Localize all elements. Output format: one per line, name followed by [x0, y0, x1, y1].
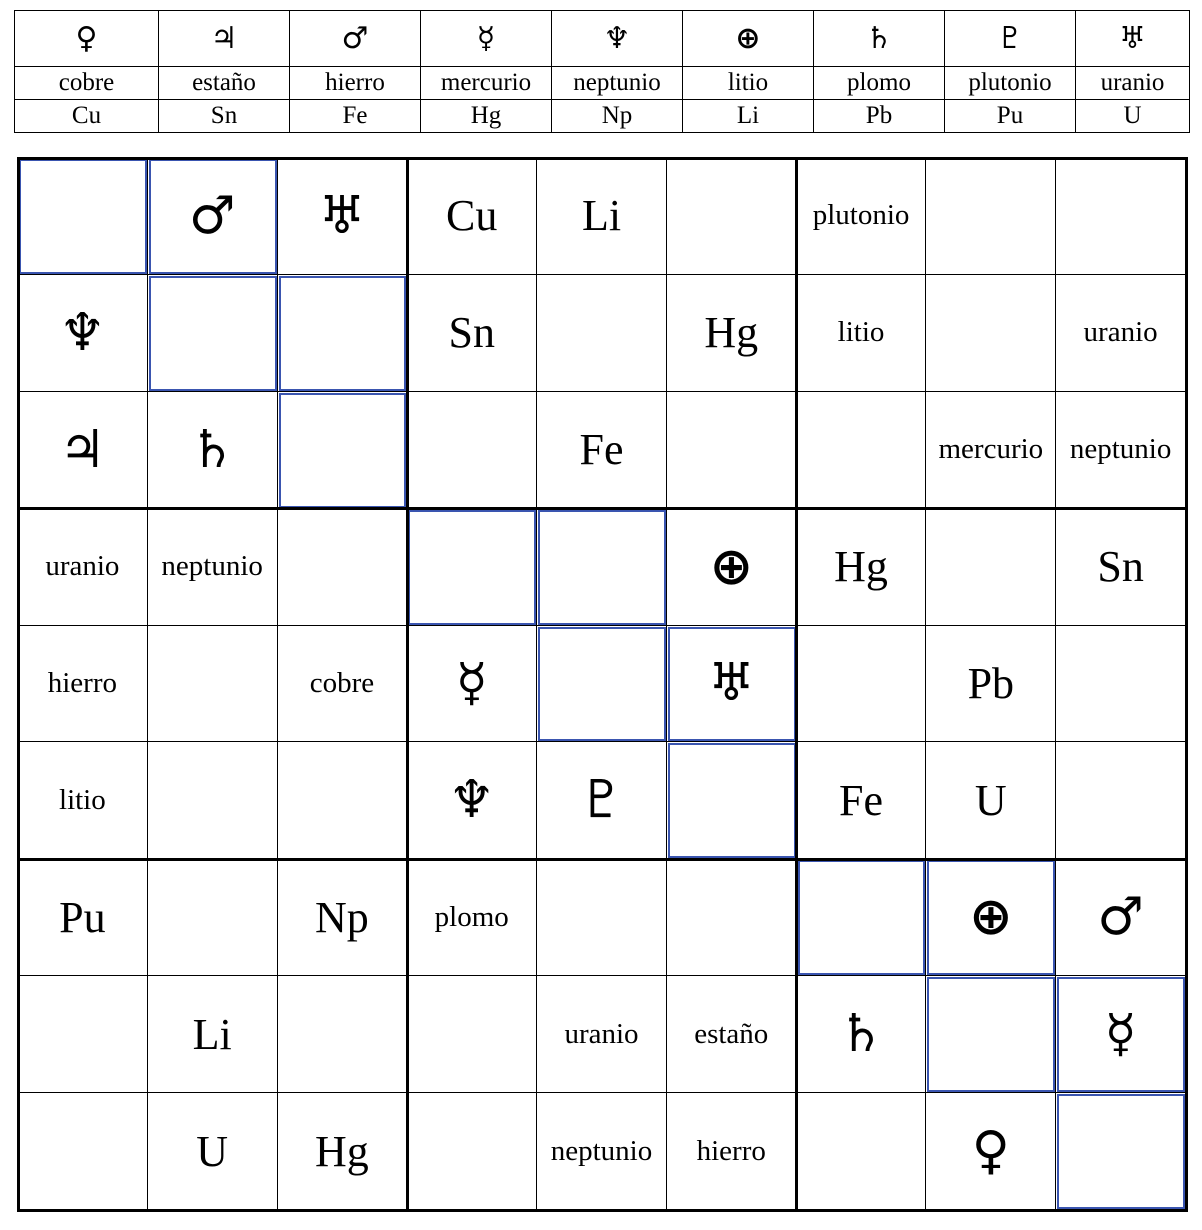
- sudoku-cell[interactable]: U: [148, 1093, 278, 1210]
- sudoku-cell[interactable]: Li: [148, 976, 278, 1093]
- sudoku-grid: [18, 158, 1186, 1210]
- sudoku-cell[interactable]: Cu: [407, 158, 537, 275]
- legend-element-code: Fe: [290, 100, 421, 133]
- sudoku-cell-empty[interactable]: [926, 976, 1056, 1093]
- legend-element-name: neptunio: [552, 67, 683, 100]
- venus-icon[interactable]: ♀: [926, 1093, 1056, 1210]
- sudoku-cell[interactable]: uranio: [1056, 275, 1186, 392]
- box-divider-vertical: [406, 157, 409, 1212]
- sudoku-cell-empty[interactable]: [18, 976, 148, 1093]
- saturn-icon: ♄: [814, 11, 945, 67]
- sudoku-cell-empty[interactable]: [1056, 158, 1186, 275]
- legend-element-code: Cu: [15, 100, 159, 133]
- neptune-icon[interactable]: ♆: [407, 742, 537, 859]
- sudoku-cell-empty[interactable]: [797, 859, 927, 976]
- sudoku-cell[interactable]: Li: [537, 158, 667, 275]
- legend-element-name: plutonio: [945, 67, 1076, 100]
- sudoku-cell-empty[interactable]: [407, 1093, 537, 1210]
- uranus-icon[interactable]: ♅: [278, 158, 408, 275]
- legend-element-code: Sn: [159, 100, 290, 133]
- jupiter-icon[interactable]: ♃: [18, 392, 148, 509]
- sudoku-cell-empty[interactable]: [797, 626, 927, 743]
- sudoku-cell-empty[interactable]: [667, 392, 797, 509]
- legend-element-name: plomo: [814, 67, 945, 100]
- sudoku-cell[interactable]: Np: [278, 859, 408, 976]
- legend-element-name: cobre: [15, 67, 159, 100]
- sudoku-cell[interactable]: uranio: [537, 976, 667, 1093]
- legend-element-name: litio: [683, 67, 814, 100]
- legend-symbol-row: [15, 11, 1190, 67]
- sudoku-cell[interactable]: Pu: [18, 859, 148, 976]
- box-divider-vertical: [1185, 157, 1188, 1212]
- sudoku-cell[interactable]: Fe: [537, 392, 667, 509]
- jupiter-icon: ♃: [159, 11, 290, 67]
- sudoku-cell-empty[interactable]: [148, 626, 278, 743]
- sudoku-cell-empty[interactable]: [278, 976, 408, 1093]
- box-divider-horizontal: [17, 507, 1188, 510]
- sudoku-cell-empty[interactable]: [148, 742, 278, 859]
- sudoku-cell-empty[interactable]: [926, 275, 1056, 392]
- pluto-icon: ♇: [945, 11, 1076, 67]
- neptune-icon[interactable]: ♆: [18, 275, 148, 392]
- box-divider-horizontal: [17, 858, 1188, 861]
- sudoku-cell-empty[interactable]: [667, 742, 797, 859]
- sudoku-cell[interactable]: hierro: [18, 626, 148, 743]
- sudoku-cell-empty[interactable]: [667, 158, 797, 275]
- legend-element-name: uranio: [1076, 67, 1190, 100]
- venus-icon: ♀: [15, 11, 159, 67]
- sudoku-cell[interactable]: Hg: [797, 509, 927, 626]
- sudoku-cell[interactable]: litio: [18, 742, 148, 859]
- sudoku-cell[interactable]: Hg: [278, 1093, 408, 1210]
- sudoku-cell-empty[interactable]: [407, 392, 537, 509]
- legend-element-code: Hg: [421, 100, 552, 133]
- sudoku-cell-empty[interactable]: [537, 509, 667, 626]
- box-divider-vertical: [795, 157, 798, 1212]
- earth-icon[interactable]: ⊕: [926, 859, 1056, 976]
- legend-element-code: Pb: [814, 100, 945, 133]
- sudoku-cell-empty[interactable]: [537, 275, 667, 392]
- sudoku-cell-empty[interactable]: [1056, 1093, 1186, 1210]
- sudoku-cell[interactable]: Fe: [797, 742, 927, 859]
- mars-icon[interactable]: ♂: [1056, 859, 1186, 976]
- sudoku-cell[interactable]: Pb: [926, 626, 1056, 743]
- sudoku-cell[interactable]: hierro: [667, 1093, 797, 1210]
- neptune-icon: ♆: [552, 11, 683, 67]
- legend-code-row: [15, 100, 1190, 133]
- sudoku-cell-empty[interactable]: [667, 859, 797, 976]
- legend-element-code: Pu: [945, 100, 1076, 133]
- sudoku-cell[interactable]: Hg: [667, 275, 797, 392]
- sudoku-cell-empty[interactable]: [1056, 626, 1186, 743]
- sudoku-cell[interactable]: Sn: [1056, 509, 1186, 626]
- sudoku-cell-empty[interactable]: [278, 509, 408, 626]
- legend-element-code: Li: [683, 100, 814, 133]
- box-divider-vertical: [17, 157, 20, 1212]
- earth-icon: ⊕: [683, 11, 814, 67]
- legend-table: [14, 10, 1180, 131]
- pluto-icon[interactable]: ♇: [537, 742, 667, 859]
- sudoku-cell-empty[interactable]: [18, 158, 148, 275]
- sudoku-cell-empty[interactable]: [797, 392, 927, 509]
- sudoku-cell-empty[interactable]: [278, 275, 408, 392]
- legend-element-name: hierro: [290, 67, 421, 100]
- legend-name-row: [15, 67, 1190, 100]
- sudoku-cell[interactable]: plutonio: [797, 158, 927, 275]
- sudoku-cell[interactable]: neptunio: [1056, 392, 1186, 509]
- mars-icon: ♂: [290, 11, 421, 67]
- saturn-icon[interactable]: ♄: [148, 392, 278, 509]
- sudoku-cell-empty[interactable]: [407, 509, 537, 626]
- sudoku-cell-empty[interactable]: [797, 1093, 927, 1210]
- sudoku-cell-empty[interactable]: [148, 275, 278, 392]
- sudoku-cell-empty[interactable]: [18, 1093, 148, 1210]
- sudoku-cell-empty[interactable]: [407, 976, 537, 1093]
- legend-element-code: U: [1076, 100, 1190, 133]
- box-divider-horizontal: [17, 157, 1188, 160]
- saturn-icon[interactable]: ♄: [797, 976, 927, 1093]
- sudoku-cell[interactable]: litio: [797, 275, 927, 392]
- sudoku-cell-empty[interactable]: [278, 742, 408, 859]
- mars-icon[interactable]: ♂: [148, 158, 278, 275]
- sudoku-cell-empty[interactable]: [148, 859, 278, 976]
- legend-element-name: mercurio: [421, 67, 552, 100]
- sudoku-cell-empty[interactable]: [278, 392, 408, 509]
- sudoku-cell[interactable]: cobre: [278, 626, 408, 743]
- sudoku-cell[interactable]: mercurio: [926, 392, 1056, 509]
- legend-element-code: Np: [552, 100, 683, 133]
- mercury-icon[interactable]: ☿: [407, 626, 537, 743]
- uranus-icon: ♅: [1076, 11, 1190, 67]
- box-divider-horizontal: [17, 1209, 1188, 1212]
- mercury-icon: ☿: [421, 11, 552, 67]
- mercury-icon[interactable]: ☿: [1056, 976, 1186, 1093]
- sudoku-cell[interactable]: Sn: [407, 275, 537, 392]
- sudoku-cell-empty[interactable]: [1056, 742, 1186, 859]
- sudoku-cell[interactable]: uranio: [18, 509, 148, 626]
- uranus-icon[interactable]: ♅: [667, 626, 797, 743]
- sudoku-cell[interactable]: U: [926, 742, 1056, 859]
- sudoku-cell-empty[interactable]: [926, 158, 1056, 275]
- sudoku-cell[interactable]: plomo: [407, 859, 537, 976]
- sudoku-cell-empty[interactable]: [926, 509, 1056, 626]
- sudoku-cell-empty[interactable]: [537, 859, 667, 976]
- sudoku-cell-empty[interactable]: [537, 626, 667, 743]
- earth-icon[interactable]: ⊕: [667, 509, 797, 626]
- legend-element-name: estaño: [159, 67, 290, 100]
- sudoku-cell[interactable]: neptunio: [537, 1093, 667, 1210]
- sudoku-cell[interactable]: neptunio: [148, 509, 278, 626]
- sudoku-cell[interactable]: estaño: [667, 976, 797, 1093]
